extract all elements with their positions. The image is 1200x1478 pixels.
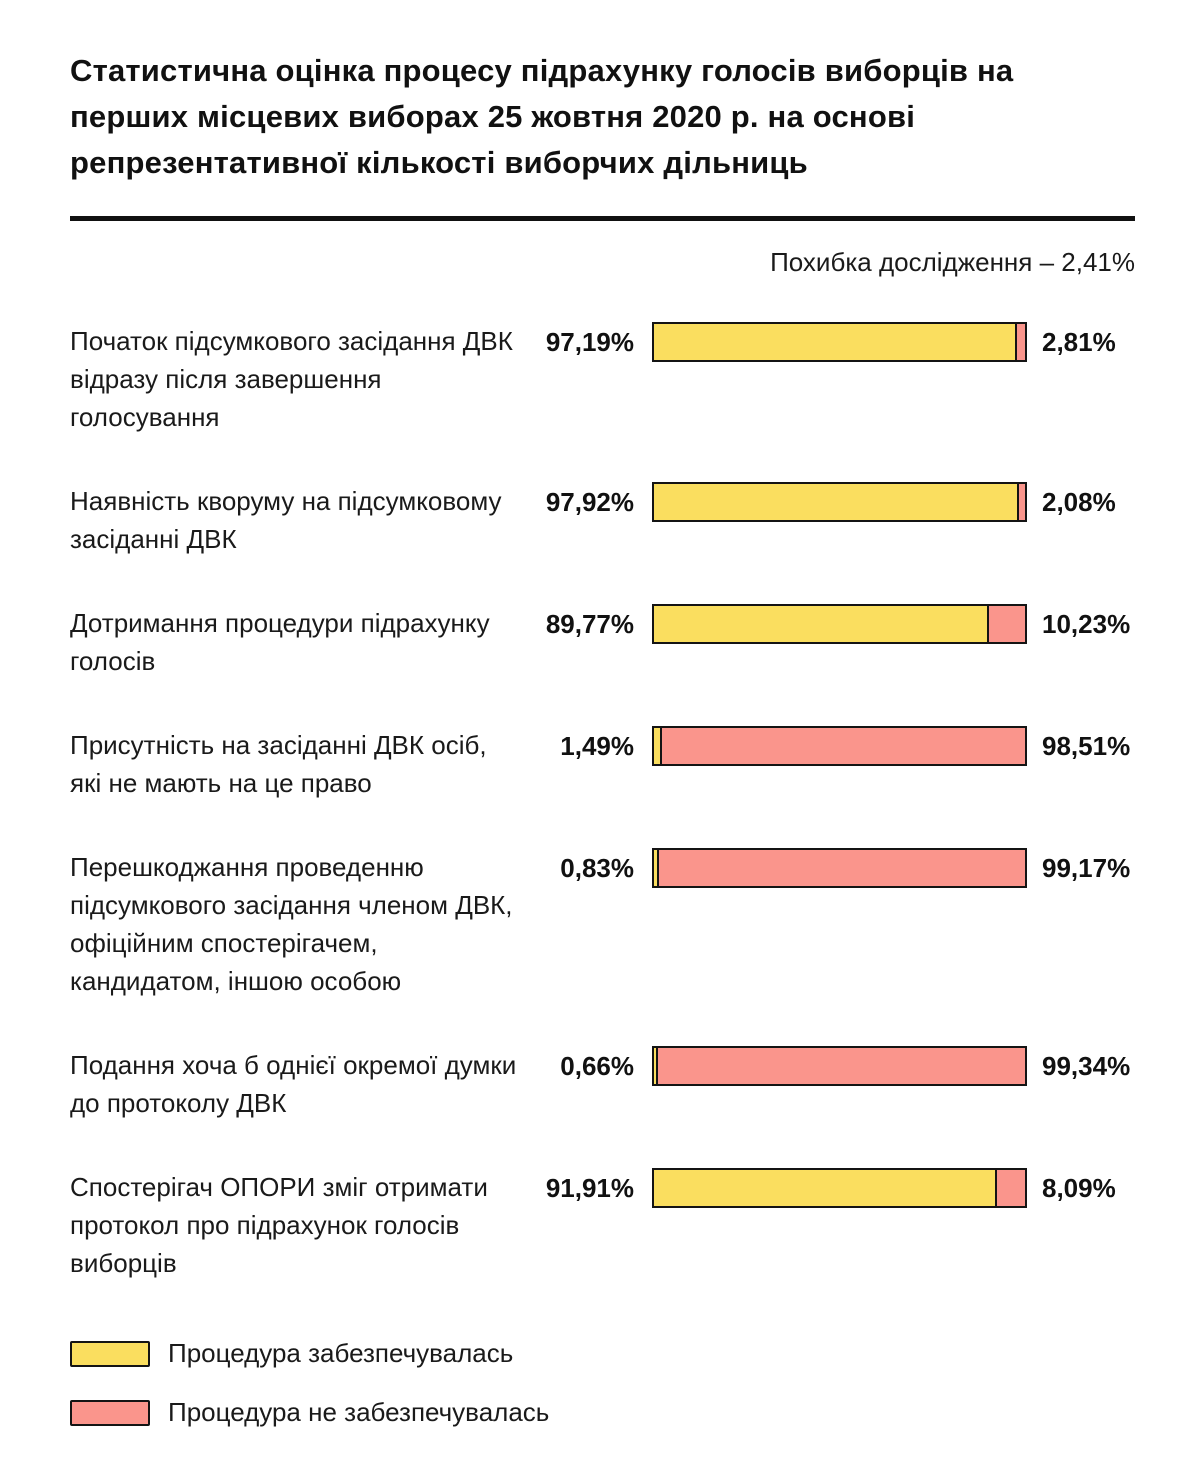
bar-segment-procedure-not-followed [660,728,1025,764]
value-label-no: 98,51% [1042,731,1131,761]
stacked-bar [652,482,1027,522]
value-label-no: 99,17% [1042,853,1131,883]
bar-chart [70,322,1135,1282]
value-label-no: 99,34% [1042,1051,1131,1081]
category-label: Подання хоча б однієї окремої думки до протоколу ДВК [70,1050,517,1118]
bar-segment-procedure-followed [654,324,1015,360]
legend-item-procedure-followed [70,1338,1135,1369]
bar-segment-procedure-not-followed [995,1170,1025,1206]
bar-segment-procedure-not-followed [1015,324,1025,360]
bar-segment-procedure-followed [654,606,987,642]
category-label: Початок підсумкового засідання ДВК відразу після завершення голосування [70,326,513,432]
bar-segment-procedure-not-followed [656,1048,1025,1084]
legend-swatch-yellow [70,1341,150,1367]
category-label: Дотримання процедури підрахунку голосів [70,608,490,676]
chart-row [70,1046,1135,1122]
legend-item-procedure-not-followed [70,1397,1135,1428]
chart-row [70,726,1135,802]
value-label-yes: 97,92% [545,487,634,517]
chart-row [70,482,1135,558]
category-label: Спостерігач ОПОРИ зміг отримати протокол про підрахунок голосів виборців [70,1172,488,1278]
stacked-bar [652,604,1027,644]
value-label-yes: 0,83% [560,853,634,883]
category-label: Присутність на засіданні ДВК осіб, які не мають на це право [70,730,487,798]
bar-segment-procedure-not-followed [1017,484,1025,520]
chart-row [70,322,1135,436]
chart-row [70,1168,1135,1282]
page-title: Статистична оцінка процесу підрахунку голосів виборців на перших місцевих виборах 25 жовтня 2020 р. на основі репрезентативної кількості виборчих дільниць [70,53,1014,180]
chart-row [70,604,1135,680]
legend-label-procedure-not-followed: Процедура не забезпечувалась [168,1397,550,1427]
bar-segment-procedure-not-followed [987,606,1025,642]
legend-swatch-pink [70,1400,150,1426]
value-label-yes: 0,66% [560,1051,634,1081]
value-label-no: 8,09% [1042,1173,1116,1203]
value-label-no: 2,08% [1042,487,1116,517]
stacked-bar [652,848,1027,888]
legend [70,1338,1135,1428]
bar-segment-procedure-not-followed [657,850,1025,886]
value-label-no: 2,81% [1042,327,1116,357]
title-divider [70,216,1135,221]
chart-row [70,848,1135,1000]
stacked-bar [652,1168,1027,1208]
bar-segment-procedure-followed [654,1170,995,1206]
stacked-bar [652,726,1027,766]
value-label-yes: 91,91% [545,1173,634,1203]
category-label: Наявність кворуму на підсумковому засіданні ДВК [70,486,502,554]
legend-label-procedure-followed: Процедура забезпечувалась [168,1338,514,1368]
stacked-bar [652,322,1027,362]
category-label: Перешкоджання проведенню підсумкового засідання членом ДВК, офіційним спостерігачем, кандидатом, іншою особою [70,852,513,996]
value-label-yes: 97,19% [545,327,634,357]
error-margin-note: Похибка дослідження – 2,41% [770,247,1135,277]
bar-segment-procedure-followed [654,484,1017,520]
value-label-yes: 1,49% [560,731,634,761]
stacked-bar [652,1046,1027,1086]
value-label-no: 10,23% [1042,609,1131,639]
value-label-yes: 89,77% [545,609,634,639]
